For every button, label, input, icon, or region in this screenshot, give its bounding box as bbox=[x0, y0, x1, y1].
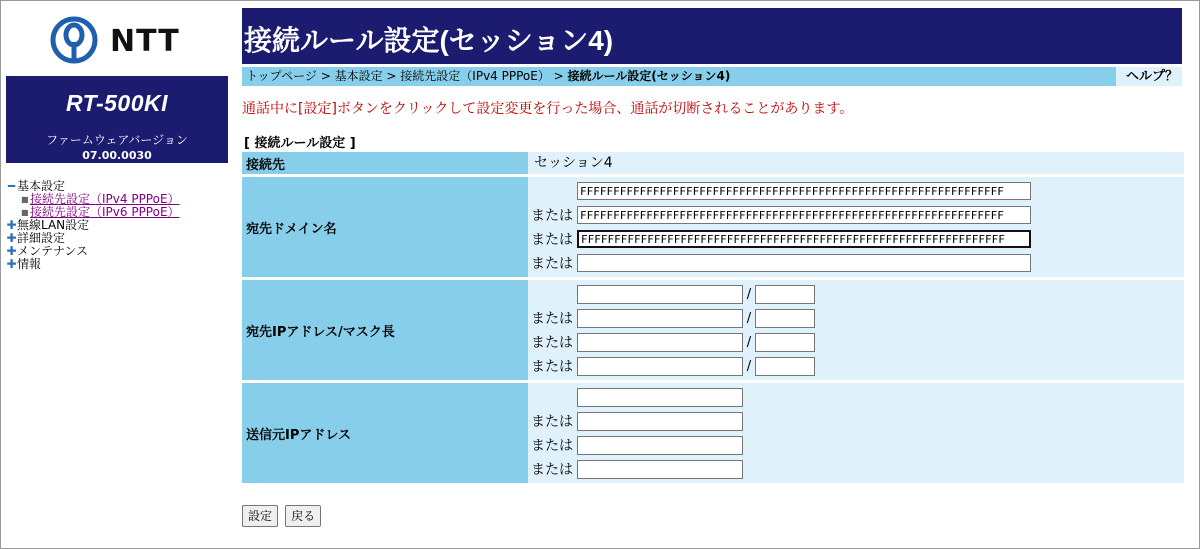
source-ip-input-1[interactable] bbox=[577, 388, 743, 407]
nav-link-ipv4-pppoe[interactable]: 接続先設定（IPv4 PPPoE） bbox=[30, 192, 180, 206]
plus-icon[interactable]: ✚ bbox=[6, 231, 17, 245]
domain-row bbox=[528, 203, 1184, 227]
nav-item-label: 基本設定 bbox=[17, 179, 66, 193]
mask-length-input-1[interactable] bbox=[755, 285, 815, 304]
warning-message: 通話中に[設定]ボタンをクリックして設定変更を行った場合、通話が切断されることがあります。 bbox=[242, 101, 854, 117]
nav-item-label: メンテナンス bbox=[17, 244, 89, 258]
row-destination-domain bbox=[242, 176, 1184, 279]
source-ip-input-3[interactable] bbox=[577, 436, 743, 455]
connection-label: 接続先 bbox=[242, 152, 528, 176]
plus-icon[interactable]: ✚ bbox=[6, 244, 17, 258]
or-label: または bbox=[531, 438, 573, 454]
destination-ip-input-3[interactable] bbox=[577, 333, 743, 352]
ip-row bbox=[528, 282, 1184, 306]
page-title: 接続ルール設定(セッション4) bbox=[244, 25, 614, 56]
row-connection bbox=[242, 152, 1184, 176]
breadcrumb-trail: トップページ > 基本設定 > 接続先設定（IPv4 PPPoE） > bbox=[246, 69, 568, 83]
or-label: または bbox=[531, 208, 573, 224]
destination-domain-input-2[interactable] bbox=[577, 206, 1031, 224]
ntt-logo bbox=[50, 16, 200, 64]
square-bullet-icon: ■ bbox=[21, 195, 29, 204]
mask-length-input-2[interactable] bbox=[755, 309, 815, 328]
domain-row bbox=[528, 251, 1184, 275]
destination-domain-label: 宛先ドメイン名 bbox=[242, 176, 528, 279]
nav-item-label: 無線LAN設定 bbox=[17, 218, 90, 232]
source-ip-label: 送信元IPアドレス bbox=[242, 382, 528, 485]
minus-icon[interactable]: ━ bbox=[7, 179, 16, 193]
or-label: または bbox=[531, 232, 573, 248]
destination-domain-input-1[interactable] bbox=[577, 182, 1031, 200]
src-ip-row bbox=[528, 409, 1184, 433]
breadcrumb-current: 接続ルール設定(セッション4) bbox=[567, 69, 731, 83]
help-link[interactable]: ヘルプ？ bbox=[1116, 67, 1182, 86]
nav-item-information[interactable] bbox=[6, 258, 180, 271]
set-button[interactable]: 設定 bbox=[242, 505, 278, 527]
source-ip-input-2[interactable] bbox=[577, 412, 743, 431]
destination-ip-input-4[interactable] bbox=[577, 357, 743, 376]
plus-icon[interactable]: ✚ bbox=[6, 257, 17, 271]
row-destination-ip bbox=[242, 279, 1184, 382]
or-label: または bbox=[531, 414, 573, 430]
row-source-ip bbox=[242, 382, 1184, 485]
source-ip-cell bbox=[528, 382, 1184, 485]
src-ip-row bbox=[528, 433, 1184, 457]
connection-value: セッション4 bbox=[534, 155, 613, 171]
sidebar-nav bbox=[6, 180, 180, 271]
or-label: または bbox=[531, 311, 573, 327]
destination-domain-input-4[interactable] bbox=[577, 254, 1031, 272]
ip-row bbox=[528, 330, 1184, 354]
sidebar bbox=[6, 0, 228, 549]
slash-separator: / bbox=[746, 358, 752, 374]
form-buttons bbox=[242, 505, 323, 527]
nav-link-ipv6-pppoe[interactable]: 接続先設定（IPv6 PPPoE） bbox=[30, 205, 180, 219]
plus-icon[interactable]: ✚ bbox=[6, 218, 17, 232]
destination-domain-input-3[interactable] bbox=[577, 230, 1031, 248]
destination-ip-input-2[interactable] bbox=[577, 309, 743, 328]
or-label: または bbox=[531, 359, 573, 375]
firmware-version: 07.00.0030 bbox=[82, 149, 152, 162]
source-ip-input-4[interactable] bbox=[577, 460, 743, 479]
back-button[interactable]: 戻る bbox=[285, 505, 321, 527]
or-label: または bbox=[531, 462, 573, 478]
breadcrumb bbox=[242, 67, 1116, 86]
logo-text: NTT bbox=[110, 24, 180, 59]
connection-value-cell bbox=[528, 152, 1184, 176]
ntt-logo-icon bbox=[50, 16, 98, 64]
nav-item-label: 詳細設定 bbox=[17, 231, 66, 245]
domain-row bbox=[528, 227, 1184, 251]
destination-ip-input-1[interactable] bbox=[577, 285, 743, 304]
square-bullet-icon: ■ bbox=[21, 208, 29, 217]
domain-row bbox=[528, 179, 1184, 203]
destination-domain-cell bbox=[528, 176, 1184, 279]
slash-separator: / bbox=[746, 334, 752, 350]
model-name: RT-500KI bbox=[65, 90, 168, 116]
or-label: または bbox=[531, 256, 573, 272]
ip-row bbox=[528, 354, 1184, 378]
section-title: [ 接続ルール設定 ] bbox=[244, 136, 356, 151]
src-ip-row bbox=[528, 457, 1184, 481]
title-bar bbox=[242, 8, 1182, 64]
mask-length-input-4[interactable] bbox=[755, 357, 815, 376]
mask-length-input-3[interactable] bbox=[755, 333, 815, 352]
destination-ip-cell bbox=[528, 279, 1184, 382]
firmware-label: ファームウェアバージョン bbox=[46, 133, 188, 147]
destination-ip-label: 宛先IPアドレス/マスク長 bbox=[242, 279, 528, 382]
ip-row bbox=[528, 306, 1184, 330]
model-info-box bbox=[6, 76, 228, 163]
nav-item-label: 情報 bbox=[17, 257, 42, 271]
slash-separator: / bbox=[746, 310, 752, 326]
connection-rule-form bbox=[242, 152, 1184, 486]
src-ip-row bbox=[528, 385, 1184, 409]
or-label: または bbox=[531, 335, 573, 351]
slash-separator: / bbox=[746, 286, 752, 302]
